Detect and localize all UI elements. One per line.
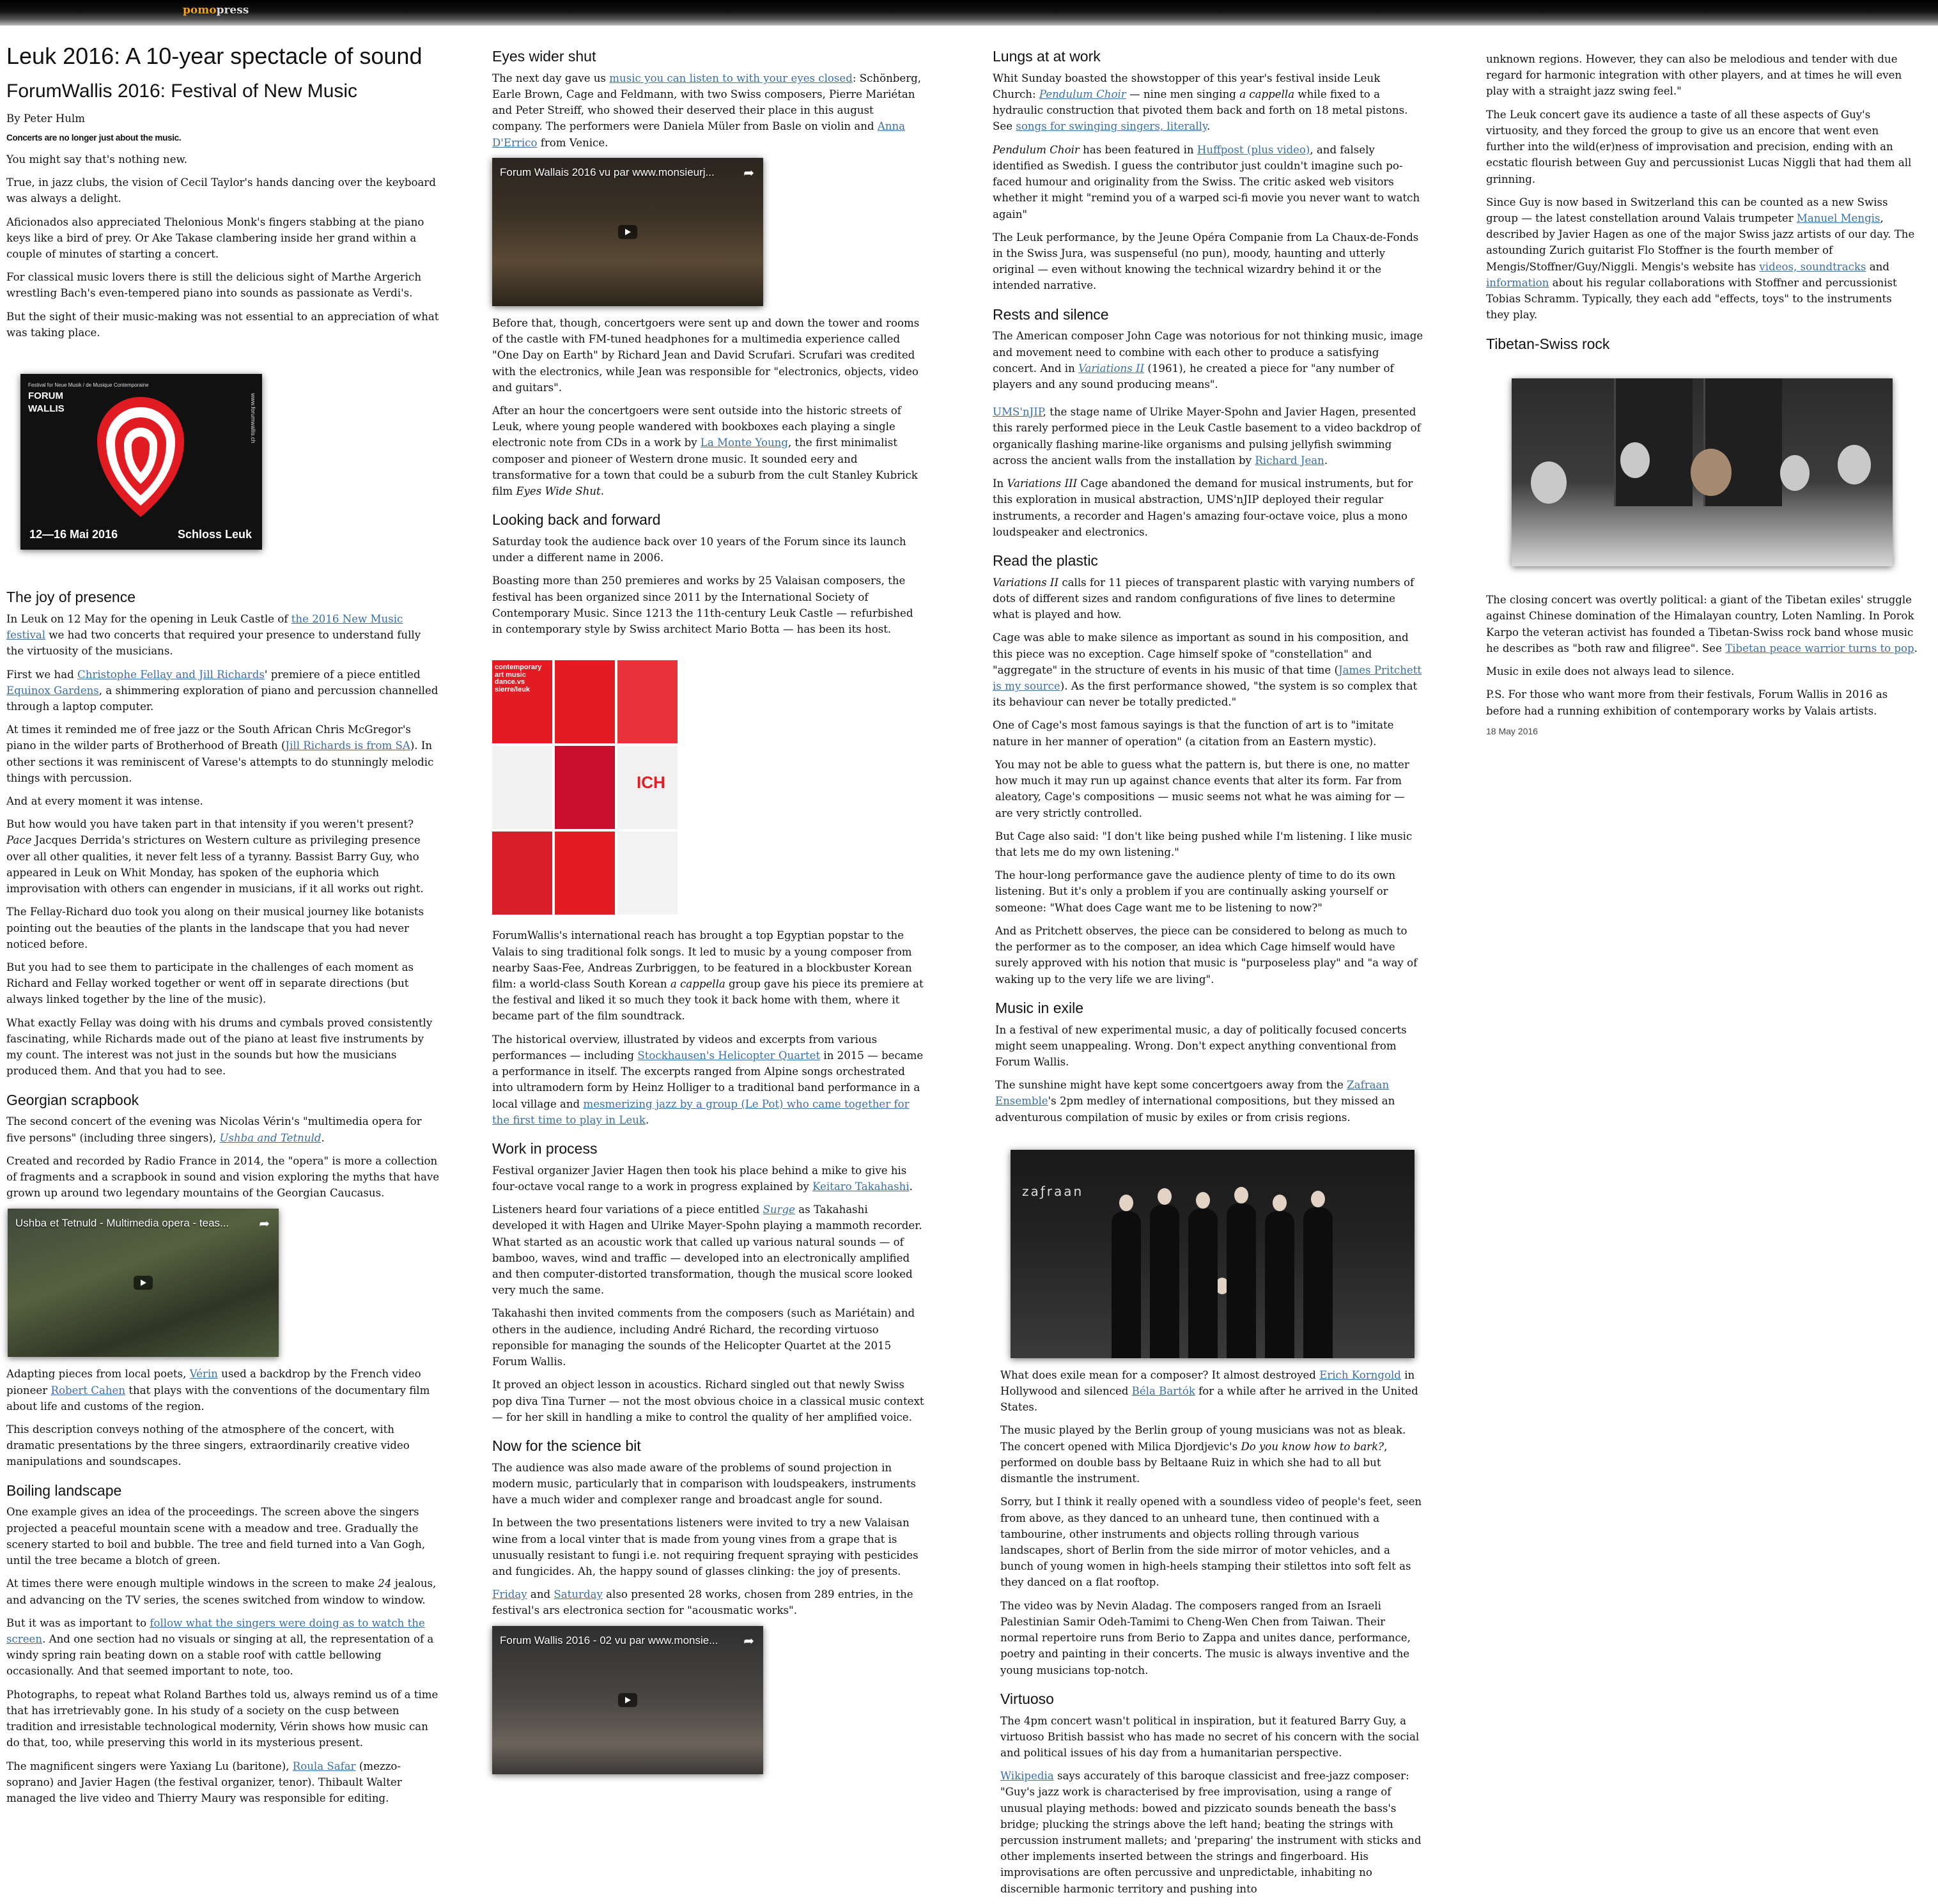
article-link[interactable]: Keitaro Takahashi xyxy=(812,1180,910,1193)
article-link[interactable]: Richard Jean xyxy=(1255,454,1324,467)
target-logo-icon xyxy=(97,396,184,517)
paragraph: The Leuk performance, by the Jeune Opéra Companie from La Chaux-de-Fonds in the Swiss Jura, was suspenseful (no pun), moody, haunting and utterly original — even without knowing the technical wizardry behind it or the intended narrative. xyxy=(993,231,1419,292)
article-link[interactable]: Anna D'Errico xyxy=(492,120,906,149)
video-embed-ushba[interactable] xyxy=(8,1209,279,1357)
paragraph: The hour-long performance gave the audience plenty of time to do its own listening. But it's only a problem if you are continually asking yourself or someone: "What does Cage want me to be listening to now?" xyxy=(995,869,1396,914)
article-link[interactable]: Equinox Gardens xyxy=(6,684,99,697)
paragraph: Sorry, but I think it really opened with a soundless video of people's feet, seen from above, as they danced to an unheard tune, then continued with a tambourine, other instruments and objects rolling through various landscapes, short of Berlin from the side mirror of motor vehicles, and a bunch of young women in high-heels stamping their stilettos into soft felt as they danced on a flat rooftop. xyxy=(1000,1496,1422,1589)
section-heading: Georgian scrapbook xyxy=(6,1091,139,1108)
paragraph: Music in exile does not always lead to silence. xyxy=(1486,665,1735,678)
paragraph: What does exile mean for a composer? It almost destroyed Erich Korngold in Hollywood and silenced Béla Bartók for a while after he arrived in the United States. xyxy=(1000,1368,1418,1414)
paragraph: This description conveys nothing of the atmosphere of the concert, with dramatic presentations by the three singers, extraordinarily creative video manipulations and soundscapes. xyxy=(6,1423,410,1468)
article-link[interactable]: Béla Bartók xyxy=(1131,1385,1195,1398)
paragraph: The next day gave us music you can listen to with your eyes closed: Schönberg, Earle Brown, Cage and Feldmann, with two Swiss composers, Pierre Mariétan and Peter Streiff, who showed their deserved their place in this august company. The performers were Daniela Müler from Basle on violin and Anna D'Errico from Venice. xyxy=(492,72,922,149)
paragraph: But Cage also said: "I don't like being pushed while I'm listening. I like music that lets me do my own listening." xyxy=(995,830,1413,858)
paragraph: The audience was also made aware of the problems of sound projection in modern music, particularly that in comparison with loudspeakers, instruments have a much wider and complexer range and broadcast angle for sound. xyxy=(492,1461,917,1506)
section-heading: Looking back and forward xyxy=(492,511,661,529)
paragraph: UMS'nJIP, the stage name of Ulrike Mayer-Spohn and Javier Hagen, presented this rarely performed piece in the Leuk Castle basement to a video backdrop of organically flashing marine-like organisms and pulsing jellyfish swimming across the ancient walls from the installation by Richard Jean. xyxy=(993,406,1421,467)
paragraph: But how would you have taken part in that intensity if you weren't present? Pace Jacques Derrida's strictures on Western culture as privileging presence over all other qualities, it never felt less of a tyranny. Bassist Barry Guy, who appeared in Leuk on Whit Monday, has spoken of the euphoria which improvisation with others can engender in musicians, if it all works out right. xyxy=(6,818,424,895)
share-icon[interactable]: ➦ xyxy=(743,1632,754,1648)
paragraph: In Variations III Cage abandoned the demand for musical instruments, but for this exploration in musical abstraction, UMS'nJIP deployed their regular instruments, a recorder and Hagen's amazing four-octave voice, plus a mono loudspeaker and electronics. xyxy=(993,477,1413,538)
section-heading: Work in process xyxy=(492,1140,598,1157)
article-link[interactable]: Erich Korngold xyxy=(1319,1368,1401,1381)
intro-paragraph: For classical music lovers there is still the delicious sight of Marthe Argerich wrestling Bach's even-tempered piano into sounds as passionate as Verdi's. xyxy=(6,271,422,300)
lede: Concerts are no longer just about the music. xyxy=(6,133,182,143)
site-logo[interactable]: pomopress xyxy=(183,4,249,17)
paragraph: Cage was able to make silence as important as sound in his composition, and this piece was no exception. Cage himself spoke of "constellation" and "aggregate" in the structure of events in his music of that time (James Pritchett is my source). As the first performance showed, "the system is so complex that its behaviour can never be totally predicted." xyxy=(993,631,1422,709)
article-link[interactable]: Saturday xyxy=(554,1588,603,1601)
paragraph: The magnificent singers were Yaxiang Lu (baritone), Roula Safar (mezzo-soprano) and Javier Hagen (the festival organizer, tenor). Thibault Walter managed the live video and Thierry Maury was responsible for editing. xyxy=(6,1760,402,1804)
paragraph: Saturday took the audience back over 10 years of the Forum since its launch under a different name in 2006. xyxy=(492,536,906,564)
article-link[interactable]: Stockhausen's Helicopter Quartet xyxy=(637,1049,821,1062)
article-link[interactable]: the 2016 New Music festival xyxy=(6,612,403,642)
section-heading: Now for the science bit xyxy=(492,1437,641,1454)
article-subtitle: ForumWallis 2016: Festival of New Music xyxy=(6,81,358,102)
article-title: Leuk 2016: A 10-year spectacle of sound xyxy=(6,43,422,69)
article-link[interactable]: Huffpost (plus video) xyxy=(1197,143,1310,156)
article-link[interactable]: James Pritchett is my source xyxy=(993,663,1422,693)
article-link[interactable]: Zafraan Ensemble xyxy=(995,1079,1390,1108)
publish-date: 18 May 2016 xyxy=(1486,725,1538,736)
paragraph: The 4pm concert wasn't political in inspiration, but it featured Barry Guy, a virtuoso British bassist who has made no secret of his concern with the social and political issues of his day from a humanitarian perspective. xyxy=(1000,1714,1420,1759)
section-heading: Read the plastic xyxy=(993,552,1098,569)
paragraph: Boasting more than 250 premieres and works by 25 Valaisan composers, the festival has been organized since 2011 by the International Society of Contemporary Music. Since 1213 the 11th-century Leuk Castle — refurbished in contemporary style by Swiss architect Mario Botta — has been its host. xyxy=(492,575,913,636)
article-link[interactable]: videos, soundtracks xyxy=(1759,260,1866,273)
article-link[interactable]: mesmerizing jazz by a group (Le Pot) who came together for the first time to play in Leuk xyxy=(492,1097,910,1126)
section-heading: Music in exile xyxy=(995,999,1084,1016)
paragraph: At times it reminded me of free jazz or the South African Chris McGregor's piano in the wilder parts of Brotherhood of Breath (Jill Richards is from SA). In other sections it was reminiscent of Varese's attempts to do stunningly melodic things with percussion. xyxy=(6,724,434,784)
play-icon[interactable] xyxy=(618,1693,637,1707)
article-link[interactable]: Ushba and Tetnuld xyxy=(219,1131,322,1144)
paragraph: It proved an object lesson in acoustics. Richard singled out that newly Swiss pop diva Tina Turner — not the most obvious choice in a classical music context — for her skill in handling a mike to control the quality of her amplified voice. xyxy=(492,1379,924,1423)
paragraph: In Leuk on 12 May for the opening in Leuk Castle of the 2016 New Music festival we had two concerts that required your presence to understand fully the virtuosity of the musicians. xyxy=(6,612,421,658)
paragraph: The sunshine might have kept some concertgoers away from the Zafraan Ensemble's 2pm medley of international compositions, but they missed an adventurous compilation of music by exiles or from crisis regions. xyxy=(995,1079,1395,1124)
section-heading: Boiling landscape xyxy=(6,1482,122,1499)
paragraph: One of Cage's most famous sayings is that the function of art is to "imitate nature in her manner of operation" (a citation from an Eastern mystic). xyxy=(993,719,1394,748)
share-icon[interactable]: ➦ xyxy=(743,164,754,180)
paragraph: And as Pritchett observes, the piece can be considered to belong as much to the performer as to the composer, an idea which Cage himself would have surely approved with his notion that music is "purposeless play" and "a way of waking up to the very life we are living". xyxy=(995,924,1418,986)
paragraph: The historical overview, illustrated by videos and excerpts from various performances — including Stockhausen's Helicopter Quartet in 2015 — became a performance in itself. The excerpts ranged from Alpine songs orchestrated into ultramodern form by Heinz Holliger to a traditional band performance in a local village and mesmerizing jazz by a group (Le Pot) who came together for the first time to play in Leuk. xyxy=(492,1033,924,1126)
paragraph: Friday and Saturday also presented 28 works, chosen from 289 entries, in the festival's ars electronica section for "acousmatic works". xyxy=(492,1588,913,1617)
paragraph: Since Guy is now based in Switzerland this can be counted as a new Swiss group — the latest constellation around Valais trumpeter Manuel Mengis, described by Javier Hagen as one of the major Swiss jazz artists of our day. The astounding Zurich guitarist Flo Stoffner is the fourth member of Mengis/Stoffner/Guy/Niggli. Mengis's website has videos, soundtracks and information about his regular collaborations with Stoffner and percussionist Tobias Schramm. Typically, they each add "effects, toys" to the instruments they play. xyxy=(1486,196,1915,321)
article-link[interactable]: La Monte Young xyxy=(700,437,788,449)
video-title: Forum Wallis 2016 - 02 vu par www.monsie... xyxy=(500,1634,718,1646)
article-link[interactable]: Vérin xyxy=(189,1368,218,1381)
top-bar xyxy=(0,0,1938,26)
paragraph: After an hour the concertgoers were sent outside into the historic streets of Leuk, where young people wandered with bookboxes each playing a single electronic note from CDs in a work by La Monte Young, the first minimalist composer and pioneer of Western drone music. It sounded eery and transformative for a town that could be a suburb from the cult Stanley Kubrick film Eyes Wide Shut. xyxy=(492,404,918,498)
section-heading: Rests and silence xyxy=(993,306,1109,323)
section-heading: Eyes wider shut xyxy=(492,48,596,65)
paragraph: Photographs, to repeat what Roland Barthes told us, always remind us of a time that has irretrievably gone. In his study of a society on the cusp between tradition and irresistable technological modernity, Vérin shows how music can do that, too, while preserving this world in its mysterious present. xyxy=(6,1688,438,1749)
paragraph: What exactly Fellay was doing with his drums and cymbals proved consistently fascinating, while Richards made out of the piano at least five instruments by my count. The interest was not just in the sounds but how the musicians produced them. And that you had to see. xyxy=(6,1016,433,1078)
article-link[interactable]: Friday xyxy=(492,1588,527,1601)
paragraph: And at every moment it was intense. xyxy=(6,795,203,808)
intro-paragraph: But the sight of their music-making was not essential to an appreciation of what was taking place. xyxy=(6,310,439,339)
paragraph: The music played by the Berlin group of young musicians was not as bleak. The concert opened with Milica Djordjevic's Do you know how to bark?, performed on double bass by Beltaane Ruiz in which she had to all but dismantle the instrument. xyxy=(1000,1424,1406,1485)
paragraph: The closing concert was overtly political: a giant of the Tibetan exiles' struggle against Chinese domination of the Himalayan country, Loten Namling. In Porok Karpo the veteran activist has founded a Tibetan-Swiss rock band whose music he describes as "both raw and filigree". See Tibetan peace warrior turns to pop. xyxy=(1486,594,1918,654)
article-link[interactable]: Wikipedia xyxy=(1000,1770,1054,1783)
paragraph: One example gives an idea of the proceedings. The screen above the singers projected a peaceful mountain scene with a meadow and tree. Gradually the scenery started to boil and bubble. The tree and field turned into a Van Gogh, until the tree became a blotch of green. xyxy=(6,1506,426,1567)
zafraan-ensemble-photo: zaƒraan xyxy=(1011,1150,1415,1358)
poster-grid-image: contemporary art music dance.vs sierre/leuk ICH xyxy=(492,660,678,915)
intro-paragraph: Aficionados also appreciated Thelonious Monk's fingers stabbing at the piano keys like a bird of prey. Or Ake Takase clambering inside her grand within a couple of minutes of starting a concert. xyxy=(6,215,424,261)
paragraph: Wikipedia says accurately of this baroque classicist and free-jazz composer: "Guy's jazz work is characterised by free improvisation, using a range of unusual playing methods: bowed and pizzicato sounds beneath the bass's bridge; plucking the strings above the left hand; beating the strings with percussion instrument mallets; and 'preparing' the instrument with sticks and other implements inserted between the strings and fingerboard. His improvisations are often percussive and unpredictable, inhabiting no discernible harmonic territory and pushing into xyxy=(1000,1770,1422,1895)
article-link[interactable]: songs for swinging singers, literally xyxy=(1016,120,1207,133)
paragraph: Variations II calls for 11 pieces of transparent plastic with varying numbers of dots of different sizes and random configurations of five lines to determine what is played and how. xyxy=(993,576,1415,621)
share-icon[interactable]: ➦ xyxy=(259,1216,270,1232)
article-link[interactable]: music you can listen to with your eyes closed xyxy=(609,72,853,84)
intro-paragraph: You might say that's nothing new. xyxy=(6,153,188,166)
section-heading: Lungs at at work xyxy=(993,48,1101,65)
article-link[interactable]: information xyxy=(1486,276,1549,289)
column-3 xyxy=(993,47,1425,1904)
paragraph: unknown regions. However, they can also be melodious and tender with due regard for harmonic integration with other players, and at times he will even play with a straight jazz swing feel." xyxy=(1486,53,1902,98)
article-link[interactable]: Jill Richards is from SA xyxy=(285,739,410,752)
paragraph: P.S. For those who want more from their festivals, Forum Wallis in 2016 as before had a running exhibition of contemporary works by Valais artists. xyxy=(1486,688,1888,717)
article-link[interactable]: Roula Safar xyxy=(292,1760,356,1772)
article-link[interactable]: Surge xyxy=(763,1204,795,1216)
video-title: Forum Wallais 2016 vu par www.monsieurj... xyxy=(500,166,715,178)
column-2 xyxy=(492,47,924,1784)
article-link[interactable]: UMS'nJIP xyxy=(993,406,1043,419)
section-heading: The joy of presence xyxy=(6,589,136,606)
tibetan-band-photo xyxy=(1512,378,1893,566)
paragraph: The Leuk concert gave its audience a taste of all these aspects of Guy's virtuosity, and they forced the group to give us an encore that went even further into the wild(er)ness of improvisation and precision, ending with an ecstatic flourish between Guy and percussionist Lucas Niggli that had them all grinning. xyxy=(1486,108,1912,185)
intro-paragraph: True, in jazz clubs, the vision of Cecil Taylor's hands dancing over the keyboard was always a delight. xyxy=(6,176,436,205)
article-link[interactable]: Tibetan peace warrior turns to pop xyxy=(1725,642,1914,654)
article-link[interactable]: Manuel Mengis xyxy=(1796,212,1880,224)
video-embed-forum-02[interactable] xyxy=(492,1626,763,1774)
video-title: Ushba et Tetnuld - Multimedia opera - teas... xyxy=(15,1217,229,1230)
paragraph: Takahashi then invited comments from the composers (such as Mariétain) and others in the audience, including André Richard, the recording virtuoso reponsible for managing the sounds of the Helicopter Quartet at the 2015 Forum Wallis. xyxy=(492,1307,915,1368)
article-link[interactable]: Variations II xyxy=(1078,362,1145,375)
paragraph: Festival organizer Javier Hagen then took his place behind a mike to give his four-octave vocal range to a work in progress explained by Keitaro Takahashi. xyxy=(492,1164,913,1193)
article-link[interactable]: Pendulum Choir xyxy=(1039,88,1126,100)
paragraph: The Fellay-Richard duo took you along on their musical journey like botanists pointing out the beauties of the plants in the landscape that you had never noticed before. xyxy=(6,906,424,950)
paragraph: Pendulum Choir has been featured in Huffpost (plus video), and falsely identified as Swedish. I guess the contributor just couldn't imagine such po-faced humour and originality from the Swiss. The critic asked web visitors whether it might "remind you of a warped sci-fi movie you never want to watch again" xyxy=(993,143,1420,221)
article-link[interactable]: Christophe Fellay and Jill Richards xyxy=(77,668,265,681)
paragraph: You may not be able to guess what the pattern is, but there is one, no matter how much it may run up against chance events that alter its form. Far from aleatory, Cage's compositions — music seems not what he was aiming for — are very strictly controlled. xyxy=(995,758,1409,819)
paragraph: Listeners heard four variations of a piece entitled Surge as Takahashi developed it with Hagen and Ulrike Mayer-Spohn playing a mammoth recorder. What started as an acoustic work that called up various natural sounds — of bamboo, waves, wind and traffic — developed into an electronically amplified and then computer-distorted transformation, though the musical score looked very much the same. xyxy=(492,1204,922,1297)
paragraph: The second concert of the evening was Nicolas Vérin's "multimedia opera for five persons" (including three singers), Ushba and Tetnuld. xyxy=(6,1115,422,1144)
paragraph: Created and recorded by Radio France in 2014, the "opera" is more a collection of fragments and a scrapbook in sound and vision exploring the myths that have grown up around two legendary mountains of the Georgian Caucasus. xyxy=(6,1154,440,1200)
video-embed-eyes[interactable] xyxy=(492,158,763,306)
section-heading: Tibetan-Swiss rock xyxy=(1486,335,1610,352)
play-icon[interactable] xyxy=(134,1276,153,1290)
paragraph: The American composer John Cage was notorious for not thinking music, image and movement need to combine with each other to produce a satisfying concert. And in Variations II (1961), he created a piece for "any number of players and any sound producing means". xyxy=(993,330,1423,391)
byline: By Peter Hulm xyxy=(6,112,85,125)
paragraph: First we had Christophe Fellay and Jill Richards' premiere of a piece entitled Equinox Gardens, a shimmering exploration of piano and percussion channelled through a laptop computer. xyxy=(6,668,438,713)
paragraph: Before that, though, concertgoers were sent up and down the tower and rooms of the castle with FM-tuned headphones for a multimedia experience called "One Day on Earth" by Richard Jean and David Scrufari. Scrufari was credited with the electronics, while Jean was responsible for "electronics, objects, video and guitars". xyxy=(492,316,920,394)
festival-poster-image: Festival for Neue Musik / de Musique Contemporaine FORUM WALLIS www.forumwallis.ch 12—16 Mai 2016 Schloss Leuk xyxy=(20,374,262,550)
paragraph: But you had to see them to participate in the challenges of each moment as Richard and Fellay worked together or went off in separate directions (but always linked together by the line of the music). xyxy=(6,961,414,1006)
play-icon[interactable] xyxy=(618,225,637,239)
column-4 xyxy=(1486,51,1918,738)
paragraph: In between the two presentations listeners were invited to try a new Valaisan wine from a local vinter that is made from young vines from a grape that is unusually resistant to fungi i.e. not requiring frequent spraying with pesticides and fungicides. Ah, the happy sound of glasses clinking: the joy of presents. xyxy=(492,1517,919,1578)
paragraph: Adapting pieces from local poets, Vérin used a backdrop by the French video pioneer Robert Cahen that plays with the conventions of the documentary film about life and customs of the region. xyxy=(6,1368,430,1413)
paragraph: In a festival of new experimental music, a day of politically focused concerts might seem unappealing. Wrong. Don't expect anything conventional from Forum Wallis. xyxy=(995,1023,1407,1068)
paragraph: ForumWallis's international reach has brought a top Egyptian popstar to the Valais to sing traditional folk songs. It led to music by a young composer from nearby Saas-Fee, Andreas Zurbriggen, to be featured in a blockbuster Korean film: a world-class South Korean a cappella group gave his piece its premiere at the festival and liked it so much they took it back home with them, where it became part of the film soundtrack. xyxy=(492,929,924,1023)
article-link[interactable]: Robert Cahen xyxy=(50,1384,126,1397)
paragraph: At times there were enough multiple windows in the screen to make 24 jealous, and advancing on the TV series, the scenes switched from window to window. xyxy=(6,1577,437,1606)
article-link[interactable]: follow what the singers were doing as to watch the screen xyxy=(6,1616,425,1645)
paragraph: But it was as important to follow what the singers were doing as to watch the screen. And one section had no visuals or singing at all, the representation of a windy spring rain beating down on a stable roof with cattle bellowing occasionally. And that seemed important to note, too. xyxy=(6,1616,434,1678)
paragraph: Whit Sunday boasted the showstopper of this year's festival inside Leuk Church: Pendulum Choir — nine men singing a cappella while fixed to a hydraulic construction that pivoted them back and forth on 18 metal pistons. See songs for swinging singers, literally. xyxy=(993,72,1408,133)
paragraph: The video was by Nevin Aladag. The composers ranged from an Israeli Palestinian Samir Odeh-Tamimi to Cheng-Wen Chen from Taiwan. Their normal repertoire runs from Berio to Zappa and unites dance, performance, poetry and painting in their concerts. The music is always inventive and the young musicians top-notch. xyxy=(1000,1599,1411,1676)
column-1 xyxy=(6,40,440,1813)
section-heading: Virtuoso xyxy=(1000,1690,1054,1707)
